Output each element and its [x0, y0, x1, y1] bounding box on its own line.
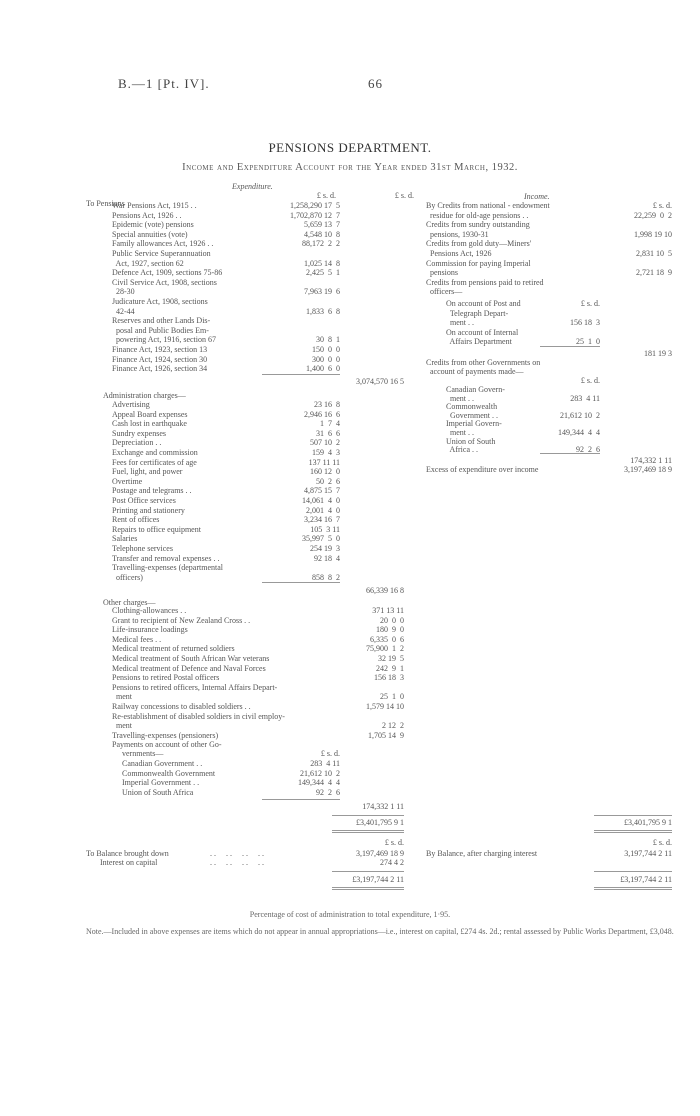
- line-item: [446, 419, 600, 428]
- line-item-amount: 507 10 2: [310, 438, 340, 448]
- line-item: [112, 673, 404, 683]
- line-item-label: Cash lost in earthquake: [112, 419, 187, 429]
- line-item-amount: 4,548 10 8: [304, 229, 340, 239]
- officers-col-head: £ s. d.: [580, 299, 600, 308]
- line-item-amount: 1,833 6 8: [306, 306, 340, 316]
- line-item-label: ment . .: [446, 393, 474, 403]
- line-item: [446, 394, 600, 403]
- gov-col-head: £ s. d.: [320, 749, 340, 758]
- line-item-label: officers): [112, 572, 143, 582]
- line-item-amount: 371 13 11: [372, 606, 404, 615]
- line-item-amount: 92 2 6: [316, 787, 340, 797]
- line-item-label: Travelling-expenses (pensioners): [112, 730, 219, 740]
- line-item-label: Appeal Board expenses: [112, 409, 188, 419]
- line-item: [112, 239, 340, 249]
- line-item-label: Finance Act, 1923, section 13: [112, 344, 208, 354]
- line-item-amount: 2,001 4 0: [306, 505, 340, 515]
- line-item: [112, 410, 340, 420]
- line-item-label: Canadian Government . .: [122, 759, 203, 768]
- line-item: [112, 249, 340, 259]
- line-item-amount: 1,258,290 17 5: [290, 201, 340, 210]
- officers-total: 181 19 3: [644, 349, 672, 358]
- expenditure-sub-col-head: £ s. d.: [316, 191, 336, 200]
- line-item-label: Defence Act, 1909, sections 75-86: [112, 268, 223, 278]
- line-item: [446, 402, 600, 411]
- balance-col-heads: £ s. d.: [384, 838, 404, 847]
- line-item-amount: 105 3 11: [310, 524, 340, 534]
- line-item-amount: 14,061 4 0: [302, 495, 340, 505]
- line-item-amount: 1,702,870 12 7: [290, 210, 340, 220]
- line-item: [112, 664, 404, 674]
- expenditure-total-col-head: £ s. d.: [394, 191, 414, 200]
- line-item: [446, 411, 600, 420]
- line-item-amount: 254 19 3: [310, 543, 340, 553]
- income-final-total: £3,197,744 2 11: [620, 875, 672, 884]
- line-item-amount: 22,259 0 2: [634, 210, 672, 220]
- line-item-amount: 1 7 4: [320, 419, 340, 429]
- line-item: [112, 654, 404, 664]
- rule: [540, 346, 600, 347]
- line-item: [112, 345, 340, 355]
- line-item-amount: 92 2 6: [576, 445, 600, 455]
- income-balance-heads: £ s. d.: [652, 838, 672, 847]
- line-item-label: Transfer and removal expenses . .: [112, 553, 220, 563]
- line-item: [112, 712, 404, 722]
- line-item-amount: 150 0 0: [312, 344, 340, 354]
- line-item-label: On account of Internal: [446, 327, 519, 337]
- gov-credits-heading-2: account of payments made—: [426, 367, 524, 376]
- gov-label-top: vernments—: [122, 749, 164, 758]
- line-item-label: Railway concessions to disabled soldiers . .: [112, 701, 251, 711]
- line-item: [112, 515, 340, 525]
- line-item: [112, 486, 340, 496]
- line-item-label: Pensions Act, 1926: [426, 248, 492, 258]
- admin-total: 66,339 16 8: [366, 586, 404, 595]
- line-item-amount: 2 12 2: [382, 721, 404, 731]
- line-item-label: Commonwealth: [446, 402, 498, 412]
- line-item-amount: 2,721 18 9: [636, 268, 672, 278]
- line-item-amount: 21,612 10 2: [560, 410, 600, 420]
- gov-credits-total: 174,332 1 11: [630, 456, 672, 465]
- line-item-label: Commonwealth Government: [122, 768, 216, 778]
- line-item-label: Credits from sundry outstanding: [426, 220, 530, 230]
- line-item: [112, 230, 340, 240]
- line-item-label: War Pensions Act, 1915 . .: [112, 201, 197, 210]
- line-item-amount: 1,400 6 0: [306, 364, 340, 374]
- line-item-amount: 1,705 14 9: [368, 730, 404, 740]
- line-item: [426, 268, 672, 278]
- gov-credits-col-head: £ s. d.: [580, 376, 600, 385]
- line-item: [122, 759, 340, 769]
- line-item-amount: 5,659 13 7: [304, 220, 340, 230]
- line-item: [112, 544, 340, 554]
- line-item: [112, 573, 340, 583]
- line-item-label: Medical treatment of South African War veterans: [112, 653, 270, 663]
- footnote: Note.—Included in above expenses are items which do not appear in annual appropriations—i.e., interest on capital, £274 4s. 2d.; rental assessed by Public Works Department, £3,048.: [86, 927, 674, 936]
- line-item-amount: 23 16 8: [314, 400, 340, 409]
- line-item-label: pensions: [426, 268, 458, 278]
- line-item-amount: 32 19 5: [378, 653, 404, 663]
- line-item-amount: 4,875 15 7: [304, 486, 340, 496]
- line-item-label: Advertising: [112, 400, 150, 409]
- line-item: [426, 278, 672, 288]
- line-item: [112, 525, 340, 535]
- double-rule: [594, 830, 672, 833]
- line-item-label: Africa . .: [446, 445, 478, 455]
- line-item: [112, 335, 340, 345]
- line-item-label: Rent of offices: [112, 515, 160, 525]
- income-list: [426, 201, 672, 297]
- line-item: [112, 683, 404, 693]
- line-item-amount: 2,946 16 6: [304, 409, 340, 419]
- rule: [262, 799, 340, 800]
- expenditure-heading: Expenditure.: [232, 182, 273, 191]
- double-rule: [332, 887, 404, 890]
- line-item: [112, 400, 340, 410]
- line-item: [446, 318, 600, 328]
- admin-percentage: Percentage of cost of administration to total expenditure, 1·95.: [249, 910, 451, 919]
- gov-credits-heading-1: Credits from other Governments on: [426, 358, 541, 367]
- line-item-amount: 7,963 19 6: [304, 287, 340, 297]
- line-item-label: Overtime: [112, 476, 143, 486]
- double-rule: [594, 887, 672, 890]
- line-item-label: 42-44: [112, 306, 135, 316]
- line-item: [112, 220, 340, 230]
- line-item-amount: 6,335 0 6: [370, 634, 404, 644]
- line-item-label: Pensions Act, 1926 . .: [112, 210, 182, 220]
- line-item-label: officers—: [426, 287, 463, 297]
- line-item-amount: 20 0 0: [380, 615, 404, 625]
- line-item-label: Post Office services: [112, 495, 176, 505]
- line-item: [112, 419, 340, 429]
- to-pensions-label: To Pensions: [86, 199, 125, 208]
- line-item-label: Affairs Department: [446, 337, 512, 347]
- line-item-amount: 242 9 1: [376, 663, 404, 673]
- line-item: [112, 702, 404, 712]
- line-item: [112, 606, 404, 616]
- line-item-label: Postage and telegrams . .: [112, 486, 192, 496]
- line-item: [112, 259, 340, 269]
- line-item: [112, 448, 340, 458]
- line-item-label: Family allowances Act, 1926 . .: [112, 239, 214, 249]
- line-item-amount: 25 1 0: [380, 692, 404, 702]
- line-item: [112, 506, 340, 516]
- line-item: [112, 326, 340, 336]
- line-item-label: Fees for certificates of age: [112, 457, 197, 467]
- line-item-amount: 31 6 6: [316, 428, 340, 438]
- line-item-label: ment . .: [446, 318, 474, 328]
- line-item: [122, 778, 340, 788]
- line-item: [112, 201, 340, 211]
- line-item: [426, 220, 672, 230]
- income-heading: Income.: [524, 192, 550, 201]
- admin-heading: Administration charges—: [103, 391, 186, 400]
- admin-list: [112, 400, 340, 582]
- line-item: [112, 635, 404, 645]
- line-item: [426, 211, 672, 221]
- line-item-label: Exchange and commission: [112, 447, 198, 457]
- line-item: [112, 211, 340, 221]
- line-item-label: Special annuities (vote): [112, 229, 188, 239]
- rule: [262, 374, 340, 375]
- line-item: [446, 328, 600, 338]
- rule: [332, 815, 404, 816]
- line-item-label: Printing and stationery: [112, 505, 185, 515]
- line-item-label: Medical treatment of returned soldiers: [112, 644, 235, 654]
- line-item: [112, 268, 340, 278]
- line-item: [446, 437, 600, 446]
- line-item: [112, 563, 340, 573]
- line-item-label: Life-insurance loadings: [112, 625, 188, 635]
- line-item-label: Civil Service Act, 1908, sections: [112, 277, 217, 287]
- line-item: [112, 554, 340, 564]
- line-item-label: Salaries: [112, 534, 138, 544]
- line-item-amount: 1,025 14 8: [304, 258, 340, 268]
- interest-label: Interest on capital: [100, 858, 158, 867]
- line-item: [112, 477, 340, 487]
- line-item-label: Medical treatment of Defence and Naval Forces: [112, 663, 266, 673]
- line-item: [426, 230, 672, 240]
- line-item-label: Repairs to office equipment: [112, 524, 201, 534]
- line-item-label: pensions, 1930-31: [426, 229, 489, 239]
- line-item-label: 28-30: [112, 287, 135, 297]
- line-item: [112, 429, 340, 439]
- line-item-label: Imperial Govern-: [446, 419, 502, 429]
- line-item: [446, 385, 600, 394]
- excess-amount: 3,197,469 18 9: [624, 465, 672, 474]
- line-item: [112, 316, 340, 326]
- gov-credits-list: [446, 385, 600, 454]
- line-item: [112, 625, 404, 635]
- line-item-amount: 92 18 4: [314, 553, 340, 563]
- line-item-label: Finance Act, 1924, section 30: [112, 354, 208, 364]
- line-item-amount: 50 2 6: [316, 476, 340, 486]
- income-grand-total: £3,401,795 9 1: [624, 818, 672, 827]
- line-item-amount: 2,831 10 5: [636, 248, 672, 258]
- line-item: [112, 731, 404, 741]
- double-rule: [332, 830, 404, 833]
- line-item: [446, 309, 600, 319]
- line-item-label: Sundry expenses: [112, 428, 166, 438]
- line-item-label: Finance Act, 1926, section 34: [112, 364, 208, 374]
- line-item-amount: 25 1 0: [576, 337, 600, 347]
- line-item-label: residue for old-age pensions . .: [426, 210, 529, 220]
- line-item-label: Government . .: [446, 410, 498, 420]
- gov-payments-list: [122, 759, 340, 797]
- expenditure-grand-total: £3,401,795 9 1: [356, 818, 404, 827]
- line-item: [122, 788, 340, 798]
- line-item-label: Judicature Act, 1908, sections: [112, 296, 208, 306]
- line-item: [446, 428, 600, 437]
- line-item-label: Credits from pensions paid to retired: [426, 277, 544, 287]
- line-item: [112, 438, 340, 448]
- line-item-label: Commission for paying Imperial: [426, 258, 531, 268]
- line-item-label: Telegraph Depart-: [446, 308, 509, 318]
- by-balance-label: By Balance, after charging interest: [426, 849, 538, 858]
- line-item-label: Fuel, light, and power: [112, 467, 183, 477]
- line-item-amount: 160 12 0: [310, 467, 340, 477]
- line-item-amount: 30 8 1: [316, 335, 340, 345]
- line-item-amount: 149,344 4 4: [558, 427, 600, 437]
- line-item-amount: 1,579 14 10: [366, 701, 404, 711]
- excess-label: Excess of expenditure over income: [426, 465, 539, 474]
- officers-list: [446, 299, 600, 347]
- to-balance-label: To Balance brought down: [86, 849, 169, 858]
- line-item-amount: 283 4 11: [570, 393, 600, 403]
- line-item-amount: 35,997 5 0: [302, 534, 340, 544]
- line-item: [112, 496, 340, 506]
- interest-amount: 274 4 2: [380, 858, 404, 867]
- line-item-amount: 149,344 4 4: [298, 778, 340, 788]
- line-item-amount: 88,172 2 2: [302, 239, 340, 249]
- pensions-list: [112, 201, 340, 374]
- gov-payments-total: 174,332 1 11: [362, 802, 404, 811]
- line-item-label: Payments on account of other Go-: [112, 740, 222, 750]
- line-item-amount: 156 18 3: [374, 673, 404, 683]
- account-subtitle: Income and Expenditure Account for the Year ended 31st March, 1932.: [182, 162, 518, 173]
- line-item-amount: 2,425 5 1: [306, 268, 340, 278]
- line-item-label: Travelling-expenses (departmental: [112, 563, 224, 573]
- line-item: [112, 355, 340, 365]
- line-item: [446, 299, 600, 309]
- line-item: [112, 467, 340, 477]
- rule: [540, 453, 600, 454]
- line-item-label: Epidemic (vote) pensions: [112, 220, 194, 230]
- line-item-amount: 3,234 16 7: [304, 515, 340, 525]
- rule: [262, 582, 340, 583]
- line-item-amount: 75,900 1 2: [366, 644, 404, 654]
- line-item-amount: 1,998 19 10: [634, 229, 672, 239]
- expenditure-final-total: £3,197,744 2 11: [352, 875, 404, 884]
- line-item-label: Reserves and other Lands Dis-: [112, 316, 211, 326]
- line-item-label: Union of South: [446, 436, 496, 446]
- line-item: [112, 297, 340, 307]
- line-item-label: ment: [112, 721, 132, 731]
- line-item: [112, 307, 340, 317]
- page-title: PENSIONS DEPARTMENT.: [268, 140, 432, 155]
- line-item-amount: 156 18 3: [570, 318, 600, 328]
- line-item-label: Pensions to retired Postal officers: [112, 673, 220, 683]
- line-item: [112, 721, 404, 731]
- line-item-amount: 300 0 0: [312, 354, 340, 364]
- line-item: [426, 259, 672, 269]
- line-item: [112, 287, 340, 297]
- line-item-label: Telephone services: [112, 543, 173, 553]
- line-item: [112, 278, 340, 288]
- line-item-amount: 159 4 3: [312, 447, 340, 457]
- line-item-label: ment . .: [446, 427, 474, 437]
- line-item: [426, 249, 672, 259]
- line-item-label: Re-establishment of disabled soldiers in civil employ-: [112, 711, 285, 721]
- line-item-label: By Credits from national - endowment: [426, 201, 550, 210]
- line-item-label: ment: [112, 692, 132, 702]
- line-item-amount: 21,612 10 2: [300, 768, 340, 778]
- line-item: [112, 644, 404, 654]
- line-item-amount: 283 4 11: [310, 759, 340, 768]
- line-item: [426, 201, 672, 211]
- line-item-label: Clothing-allowances . .: [112, 606, 187, 615]
- page-reference: B.—1 [Pt. IV].: [118, 76, 210, 91]
- other-charges-heading: Other charges—: [103, 598, 156, 607]
- line-item: [112, 458, 340, 468]
- rule: [594, 871, 672, 872]
- line-item-label: Medical fees . .: [112, 634, 162, 644]
- line-item-label: powering Act, 1916, section 67: [112, 335, 216, 345]
- line-item-label: Canadian Govern-: [446, 385, 505, 394]
- line-item-label: Imperial Government . .: [122, 778, 200, 788]
- line-item: [112, 364, 340, 374]
- line-item-amount: 137 11 11: [308, 457, 340, 467]
- line-item: [112, 534, 340, 544]
- by-balance-amount: 3,197,744 2 11: [624, 849, 672, 858]
- line-item-label: Grant to recipient of New Zealand Cross . .: [112, 615, 251, 625]
- line-item: [426, 287, 672, 297]
- line-item-label: Union of South Africa: [122, 787, 194, 797]
- line-item: [122, 769, 340, 779]
- line-item: [426, 239, 672, 249]
- line-item-label: Public Service Superannuation: [112, 248, 211, 258]
- line-item-label: posal and Public Bodies Em-: [112, 325, 209, 335]
- line-item-amount: 858 8 2: [312, 572, 340, 582]
- line-item-label: Act, 1927, section 62: [112, 258, 184, 268]
- rule: [332, 871, 404, 872]
- line-item-amount: 180 9 0: [376, 625, 404, 635]
- line-item-label: On account of Post and: [446, 299, 521, 308]
- line-item-label: Credits from gold duty—Miners': [426, 239, 532, 249]
- income-col-head: £ s. d.: [652, 201, 672, 210]
- other-charges-list: [112, 606, 404, 750]
- line-item: [112, 692, 404, 702]
- rule: [594, 815, 672, 816]
- line-item-label: Depreciation . .: [112, 438, 162, 448]
- line-item-label: Pensions to retired officers, Internal Affairs Depart-: [112, 682, 278, 692]
- pensions-total: 3,074,570 16 5: [356, 377, 404, 386]
- to-balance-amount: 3,197,469 18 9: [356, 849, 404, 858]
- page-number: 66: [368, 76, 383, 91]
- line-item: [112, 616, 404, 626]
